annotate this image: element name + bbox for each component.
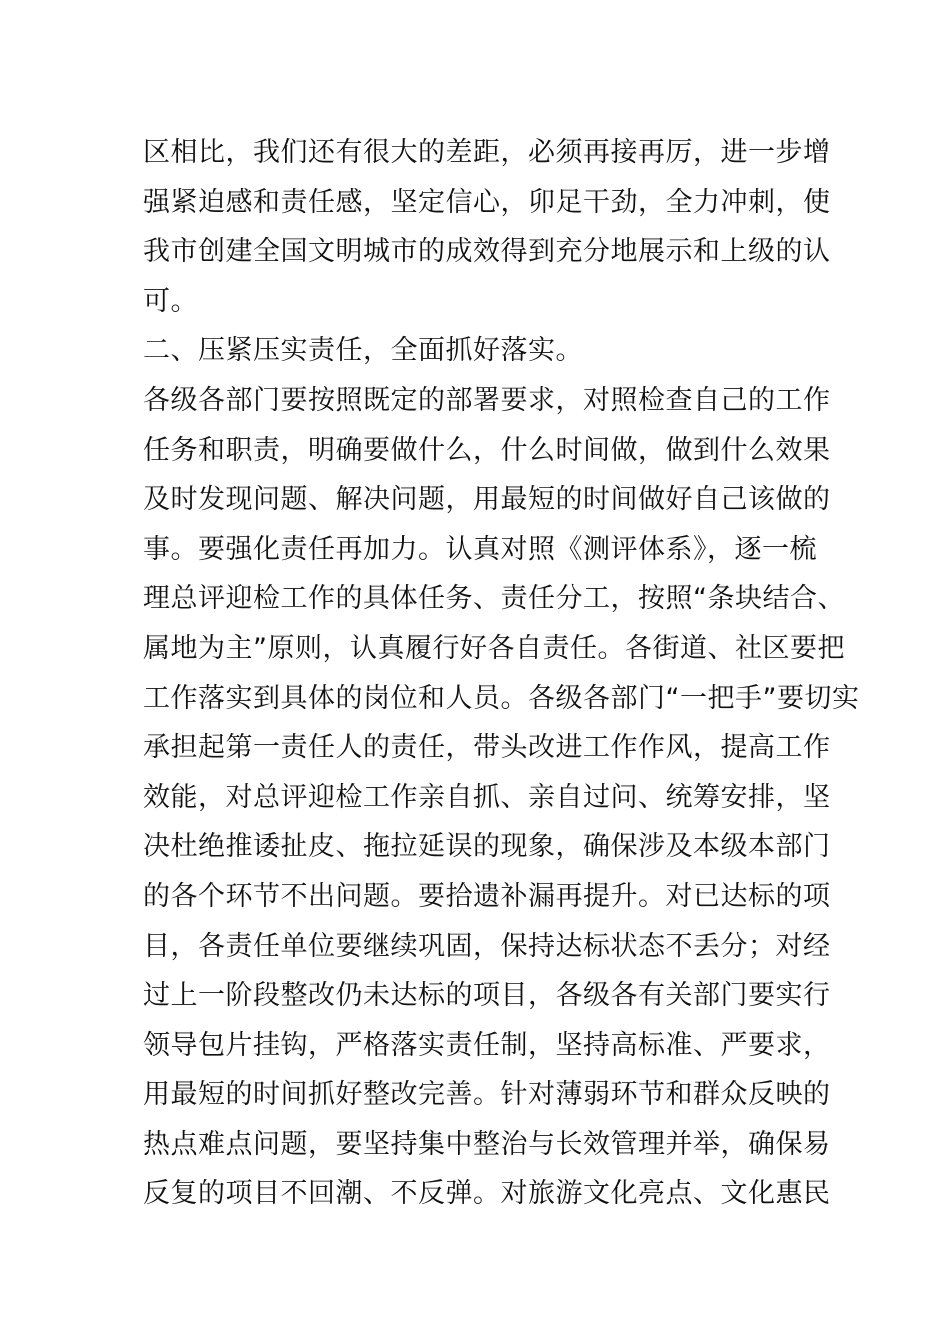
text-line: 过上一阶段整改仍未达标的项目，各级各有关部门要实行 [143, 980, 831, 1012]
section-heading: 二、压紧压实责任，全面抓好落实。 [143, 335, 583, 367]
text-line: 的各个环节不出问题。要拾遗补漏再提升。对已达标的项 [143, 880, 831, 912]
text-line: 热点难点问题，要坚持集中整治与长效管理并举，确保易 [143, 1128, 831, 1160]
text-line: 区相比，我们还有很大的差距，必须再接再厉，进一步增 [143, 137, 831, 168]
text-line: 事。要强化责任再加力。认真对照《测评体系》，逐一梳 [143, 533, 817, 565]
text-line: 强紧迫感和责任感，坚定信心，卯足干劲，全力冲刺，使 [143, 186, 831, 218]
text-line: 我市创建全国文明城市的成效得到充分地展示和上级的认 [143, 236, 831, 268]
document-body [143, 128, 860, 1219]
text-line: 及时发现问题、解决问题，用最短的时间做好自己该做的 [143, 484, 831, 516]
text-line: 属地为主”原则，认真履行好各自责任。各街道、社区要把 [143, 632, 845, 664]
text-line: 决杜绝推诿扯皮、拖拉延误的现象，确保涉及本级本部门 [143, 831, 831, 863]
text-line: 任务和职责，明确要做什么，什么时间做，做到什么效果 [143, 434, 831, 466]
text-line: 工作落实到具体的岗位和人员。各级各部门“一把手”要切实 [143, 682, 860, 714]
text-line: 反复的项目不回潮、不反弹。对旅游文化亮点、文化惠民 [143, 1178, 831, 1210]
text-line: 可。 [143, 285, 198, 317]
text-line: 领导包片挂钩，严格落实责任制，坚持高标准、严要求， [143, 1029, 831, 1061]
text-line: 理总评迎检工作的具体任务、责任分工，按照“条块结合、 [143, 583, 845, 615]
text-line: 承担起第一责任人的责任，带头改进工作作风，提高工作 [143, 732, 831, 764]
text-line: 效能，对总评迎检工作亲自抓、亲自过问、统筹安排，坚 [143, 781, 831, 813]
text-line: 用最短的时间抓好整改完善。针对薄弱环节和群众反映的 [143, 1079, 831, 1111]
text-line: 目，各责任单位要继续巩固，保持达标状态不丢分；对经 [143, 930, 831, 962]
text-line: 各级各部门要按照既定的部署要求，对照检查自己的工作 [143, 384, 831, 416]
